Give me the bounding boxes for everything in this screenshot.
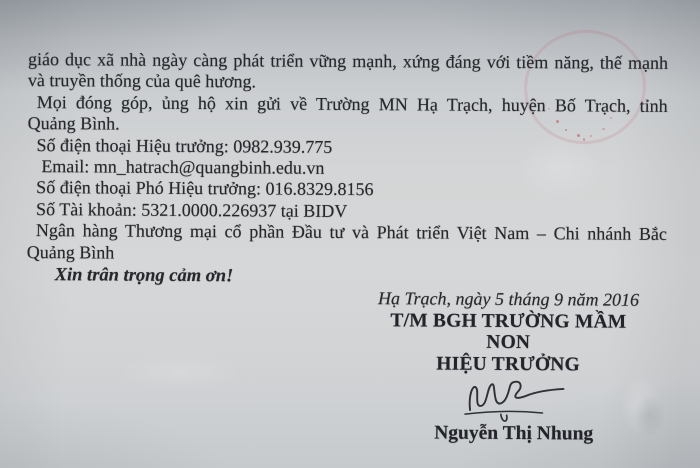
signer-name: Nguyễn Thị Nhung bbox=[434, 422, 594, 445]
handwritten-signature-icon bbox=[451, 377, 581, 428]
place-date-line: Hạ Trạch, ngày 5 tháng 9 năm 2016 bbox=[377, 288, 640, 311]
body-text bbox=[27, 49, 668, 267]
body-line: Số điện thoại Hiệu trưởng: 0982.939.775 bbox=[36, 134, 333, 157]
signer-title: HIỆU TRƯỞNG bbox=[436, 353, 581, 376]
body-line: Số điện thoại Phó Hiệu trưởng: 016.8329.8156 bbox=[36, 177, 374, 200]
signature-block bbox=[370, 289, 647, 446]
body-line: Quảng Bình bbox=[26, 241, 115, 263]
closing-thanks: Xin trân trọng cảm ơn! bbox=[54, 265, 234, 287]
body-line: Ngân hàng Thương mại cổ phần Đầu tư và Phát triển Việt Nam – Chi nhánh Bắc bbox=[35, 220, 668, 245]
body-line: giáo dục xã nhà ngày càng phát triển vững mạnh, xứng đáng với tiềm năng, thế mạnh bbox=[27, 48, 669, 73]
body-line: Mọi đóng góp, ủng hộ xin gửi về Trường MN Hạ Trạch, huyện Bố Trạch, tỉnh bbox=[36, 91, 668, 116]
body-line: Email: mn_hatrach@quangbinh.edu.vn bbox=[41, 156, 325, 178]
body-line: Số Tài khoản: 5321.0000.226937 tại BIDV bbox=[36, 198, 348, 221]
org-line: T/M BGH TRƯỜNG MẦM NON bbox=[390, 310, 627, 354]
body-line: Quảng Bình. bbox=[27, 113, 120, 134]
body-line: và truyền thống của quê hương. bbox=[27, 70, 257, 92]
